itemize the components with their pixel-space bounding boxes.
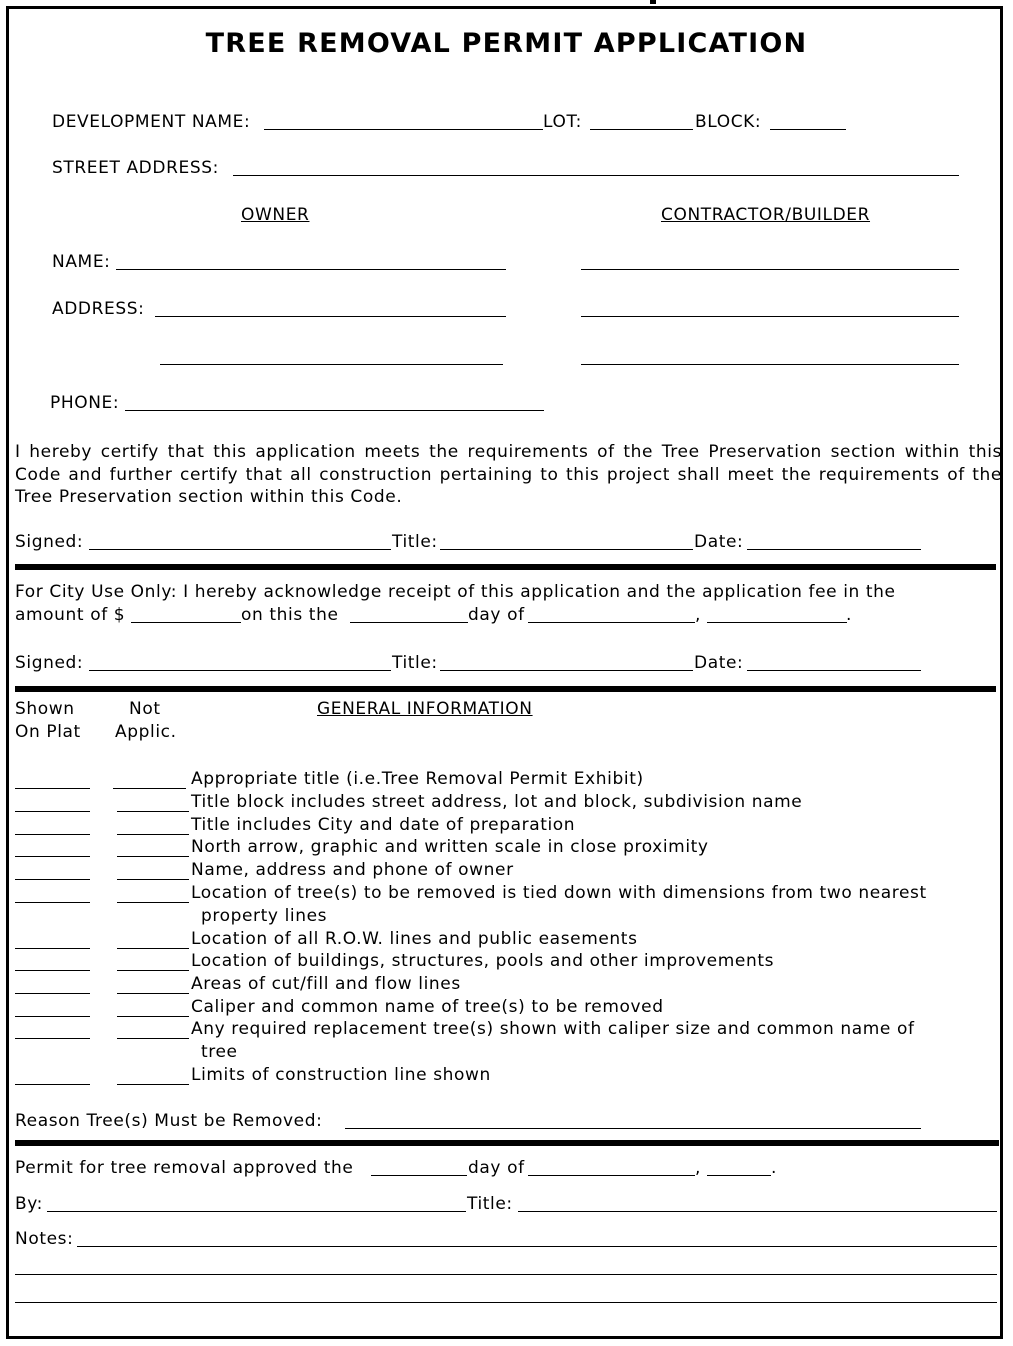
checklist-item [0, 973, 1013, 996]
reason-field[interactable] [345, 1128, 921, 1129]
shown-on-plat-blank[interactable] [15, 811, 90, 812]
shown-on-plat-blank[interactable] [15, 856, 90, 857]
by-label: By: [15, 1194, 44, 1214]
city-date-field[interactable] [747, 670, 921, 671]
checklist-item-label: Location of tree(s) to be removed is tied down with dimensions from two nearest [191, 883, 927, 903]
section-divider [15, 564, 996, 570]
on-this-the-label: on this the [241, 605, 339, 625]
applicant-title-field[interactable] [440, 549, 693, 550]
approval-day-of-label: day of [468, 1158, 525, 1178]
date-label: Date: [694, 532, 744, 552]
checklist-item-label: Location of all R.O.W. lines and public easements [191, 929, 638, 949]
lot-label: LOT: [543, 112, 582, 132]
contractor-heading: CONTRACTOR/BUILDER [661, 205, 871, 225]
checklist-item [0, 1064, 1013, 1087]
city-use-text: For City Use Only: I hereby acknowledge receipt of this application and the application fee in the [15, 582, 896, 602]
checklist-item-label: Appropriate title (i.e.Tree Removal Permit Exhibit) [191, 769, 644, 789]
amount-label: amount of $ [15, 605, 126, 625]
owner-address-field[interactable] [155, 316, 506, 317]
city-signature-field[interactable] [89, 670, 391, 671]
not-applicable-blank[interactable] [117, 834, 189, 835]
not-column-header: Not [129, 699, 161, 719]
address-label: ADDRESS: [52, 299, 145, 319]
checklist-item-label: Location of buildings, structures, pools and other improvements [191, 951, 775, 971]
shown-on-plat-blank[interactable] [15, 834, 90, 835]
signed-label: Signed: [15, 532, 84, 552]
checklist-item-label: Title block includes street address, lot and block, subdivision name [191, 792, 803, 812]
period-text: . [846, 605, 853, 625]
block-label: BLOCK: [695, 112, 762, 132]
not-applicable-blank[interactable] [117, 1084, 189, 1085]
shown-on-plat-blank[interactable] [15, 879, 90, 880]
approval-period: . [771, 1158, 778, 1178]
checklist-item-continuation: property lines [201, 906, 328, 926]
checklist-item [0, 882, 1013, 926]
section-divider [15, 686, 996, 692]
city-title-label: Title: [392, 653, 438, 673]
checklist-item [0, 928, 1013, 951]
not-applicable-blank[interactable] [117, 902, 189, 903]
shown-on-plat-blank[interactable] [15, 1084, 90, 1085]
permit-approved-label: Permit for tree removal approved the [15, 1158, 354, 1178]
applicant-date-field[interactable] [747, 549, 921, 550]
notes-label: Notes: [15, 1229, 74, 1249]
street-address-label: STREET ADDRESS: [52, 158, 219, 178]
page-title: TREE REMOVAL PERMIT APPLICATION [205, 28, 808, 59]
comma-text: , [695, 605, 702, 625]
checklist-item [0, 1018, 1013, 1062]
applic-column-header: Applic. [115, 722, 177, 742]
fee-amount-field[interactable] [131, 622, 241, 623]
scan-mark [650, 0, 656, 4]
certification-text: I hereby certify that this application meets the requirements of the Tree Preservation section within this Code and further certify that all construction pertaining to this project shall meet the requirements of the Tree Preservation section within this Code. [15, 442, 1002, 507]
checklist-item [0, 791, 1013, 814]
receipt-month-field[interactable] [528, 622, 695, 623]
contractor-name-field[interactable] [581, 269, 959, 270]
shown-column-header: Shown [15, 699, 75, 719]
contractor-address-field[interactable] [581, 316, 959, 317]
contractor-address-line2-field[interactable] [581, 364, 959, 365]
notes-field-line2[interactable] [15, 1274, 997, 1275]
checklist-item-label: Name, address and phone of owner [191, 860, 514, 880]
checklist-item-label: Title includes City and date of preparation [191, 815, 576, 835]
not-applicable-blank[interactable] [117, 970, 189, 971]
reason-label: Reason Tree(s) Must be Removed: [15, 1111, 323, 1131]
owner-name-field[interactable] [116, 269, 506, 270]
checklist-item [0, 950, 1013, 973]
development-name-field[interactable] [264, 129, 543, 130]
shown-on-plat-blank[interactable] [15, 970, 90, 971]
development-name-label: DEVELOPMENT NAME: [52, 112, 251, 132]
lot-field[interactable] [590, 129, 693, 130]
applicant-signature-field[interactable] [89, 549, 391, 550]
approval-comma: , [695, 1158, 702, 1178]
receipt-day-field[interactable] [350, 622, 468, 623]
approval-title-field[interactable] [518, 1211, 997, 1212]
checklist-item-label: North arrow, graphic and written scale in close proximity [191, 837, 709, 857]
shown-on-plat-blank[interactable] [15, 1016, 90, 1017]
city-date-label: Date: [694, 653, 744, 673]
not-applicable-blank[interactable] [117, 879, 189, 880]
city-signed-label: Signed: [15, 653, 84, 673]
approval-day-field[interactable] [371, 1175, 467, 1176]
street-address-field[interactable] [233, 175, 959, 176]
not-applicable-blank[interactable] [117, 1038, 189, 1039]
not-applicable-blank[interactable] [117, 1016, 189, 1017]
notes-field-line3[interactable] [15, 1302, 997, 1303]
not-applicable-blank[interactable] [117, 993, 189, 994]
owner-address-line2-field[interactable] [160, 364, 503, 365]
owner-phone-field[interactable] [125, 410, 544, 411]
not-applicable-blank[interactable] [113, 788, 186, 789]
name-label: NAME: [52, 252, 111, 272]
receipt-year-field[interactable] [707, 622, 847, 623]
approved-by-field[interactable] [47, 1211, 466, 1212]
checklist-item [0, 768, 1013, 791]
checklist-item [0, 836, 1013, 859]
on-plat-column-header: On Plat [15, 722, 81, 742]
not-applicable-blank[interactable] [117, 811, 189, 812]
checklist-item [0, 814, 1013, 837]
not-applicable-blank[interactable] [117, 856, 189, 857]
approval-title-label: Title: [467, 1194, 513, 1214]
shown-on-plat-blank[interactable] [15, 948, 90, 949]
shown-on-plat-blank[interactable] [15, 902, 90, 903]
checklist-item [0, 996, 1013, 1019]
title-label: Title: [392, 532, 438, 552]
shown-on-plat-blank[interactable] [15, 993, 90, 994]
block-field[interactable] [770, 129, 846, 130]
checklist-item [0, 859, 1013, 882]
phone-label: PHONE: [50, 393, 120, 413]
day-of-label: day of [468, 605, 525, 625]
checklist-item-label: Any required replacement tree(s) shown with caliper size and common name of [191, 1019, 915, 1039]
checklist-item-label: Areas of cut/fill and flow lines [191, 974, 461, 994]
approval-month-field[interactable] [528, 1175, 695, 1176]
general-information-heading: GENERAL INFORMATION [317, 699, 533, 719]
checklist-item-continuation: tree [201, 1042, 238, 1062]
checklist-item-label: Caliper and common name of tree(s) to be removed [191, 997, 664, 1017]
section-divider [15, 1140, 999, 1146]
shown-on-plat-blank[interactable] [15, 1038, 90, 1039]
owner-heading: OWNER [241, 205, 310, 225]
shown-on-plat-blank[interactable] [15, 788, 90, 789]
approval-year-field[interactable] [707, 1175, 771, 1176]
not-applicable-blank[interactable] [117, 948, 189, 949]
notes-field[interactable] [77, 1246, 997, 1247]
city-title-field[interactable] [440, 670, 693, 671]
checklist-item-label: Limits of construction line shown [191, 1065, 491, 1085]
